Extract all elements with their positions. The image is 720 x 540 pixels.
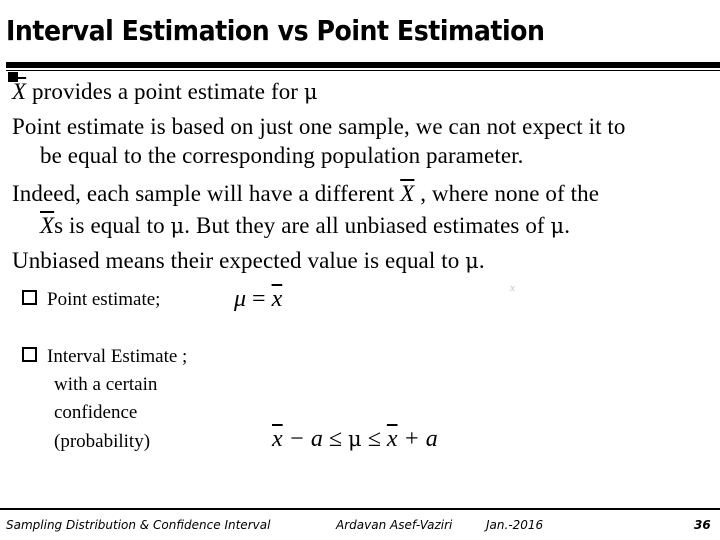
point-estimate-equation: [234, 286, 282, 313]
mu-symbol: μ: [303, 80, 318, 104]
xbar-symbol: $\overline{X}$: [40, 213, 55, 238]
text-fragment: .: [478, 248, 485, 273]
faint-x-mark: x: [510, 282, 515, 294]
footer-course: Sampling Distribution & Confidence Interval: [6, 518, 271, 532]
text-fragment: . But they are all unbiased estimates of: [184, 213, 551, 238]
mu-symbol: μ: [234, 286, 247, 312]
mu-symbol: μ: [465, 249, 479, 273]
title-divider: [6, 62, 720, 68]
text-fragment: Indeed, each sample will have a different: [12, 181, 401, 206]
text-line-2: Point estimate is based on just one sample, we can not expect it to: [12, 114, 626, 139]
xbar-symbol: $\overline{X}$: [400, 181, 415, 206]
checkbox-bullet-icon: [22, 290, 37, 305]
footer-divider: [0, 508, 720, 510]
mu-symbol: μ: [348, 427, 362, 451]
interval-estimate-label-4: (probability): [54, 431, 151, 452]
title-divider-thin: [6, 70, 720, 71]
point-estimate-label: Point estimate;: [47, 289, 161, 310]
footer-author: Ardavan Asef-Vaziri: [336, 518, 453, 532]
checkbox-bullet-icon: [22, 347, 37, 362]
interval-estimate-label-2: with a certain: [54, 374, 158, 395]
text-fragment: .: [564, 213, 571, 238]
text-line-1: [12, 79, 318, 105]
text-fragment: s is equal to: [54, 213, 171, 238]
interval-estimate-label-3: confidence: [54, 402, 138, 423]
slide-title: Interval Estimation vs Point Estimation: [6, 14, 545, 47]
text-line-3: be equal to the corresponding population parameter.: [40, 143, 524, 168]
text-fragment: provides a point estimate for: [26, 79, 304, 104]
xbar-symbol: $\overline{X}$: [12, 79, 27, 104]
text-line-5: [40, 213, 570, 239]
mu-symbol: μ: [550, 214, 565, 238]
xbar-symbol: $\overline{x}$: [386, 426, 398, 452]
point-estimate-bullet: [22, 289, 160, 311]
mu-symbol: μ: [170, 214, 185, 238]
equals-sign: =: [246, 286, 272, 312]
interval-estimate-equation: [272, 426, 438, 453]
text-fragment: , where none of the: [414, 181, 600, 206]
text-fragment: Unbiased means their expected value is equal to: [12, 248, 466, 273]
xbar-symbol: $\overline{x}$: [272, 426, 283, 452]
xbar-symbol: $\overline{x}$: [271, 286, 283, 312]
equation-fragment: + a: [397, 426, 438, 452]
interval-estimate-bullet: [22, 346, 187, 368]
interval-estimate-label: Interval Estimate ;: [47, 346, 188, 367]
equation-fragment: − a ≤: [282, 426, 349, 452]
text-line-6: [12, 248, 485, 274]
footer-page-number: 36: [694, 518, 711, 532]
text-line-4: [12, 181, 599, 207]
footer-date: Jan.-2016: [486, 518, 544, 532]
equation-fragment: ≤: [361, 426, 387, 452]
